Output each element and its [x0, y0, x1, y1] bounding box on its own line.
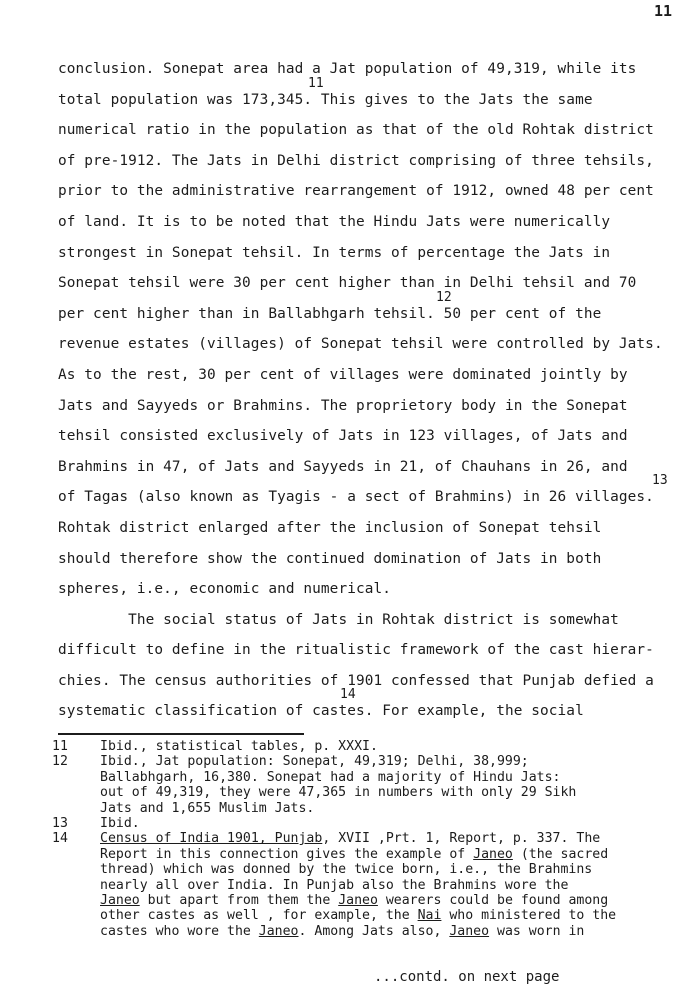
term-janeo: Janeo	[449, 923, 490, 939]
footnote-number: 14	[52, 831, 68, 847]
body-line: 11 total population was 173,345. This gives to the Jats the same	[58, 75, 593, 108]
footnote-number: 11	[52, 739, 68, 754]
footnote-line: Janeo but apart from them the Janeo wearers could be found among	[100, 893, 609, 909]
body-line: spheres, i.e., economic and numerical.	[58, 581, 392, 598]
body-line: 14 systematic classification of castes. For example, the social	[58, 687, 584, 720]
body-line: Jats and Sayyeds or Brahmins. The proprietory body in the Sonepat	[58, 397, 628, 414]
footnote-line: Ibid.	[100, 816, 140, 832]
footnote-line: Ibid., statistical tables, p. XXXI.	[100, 739, 378, 754]
footnote-line: thread) which was donned by the twice born, i.e., the Brahmins	[100, 862, 593, 878]
footnote-ref: 14	[340, 687, 356, 703]
footnote-line: Ballabhgarh, 16,380. Sonepat had a majority of Hindu Jats:	[100, 769, 561, 785]
body-text	[58, 54, 698, 727]
footnote-divider	[58, 733, 304, 735]
footnote-line: other castes as well , for example, the Nai who ministered to the	[100, 908, 617, 924]
footnotes	[52, 739, 698, 939]
footnote	[52, 754, 698, 816]
term-janeo: Janeo	[338, 893, 378, 909]
footnote-ref: 11	[308, 75, 324, 91]
body-line: Sonepat tehsil were 30 per cent higher than in Delhi tehsil and 70	[58, 275, 637, 292]
body-line: should therefore show the continued domination of Jats in both	[58, 550, 602, 567]
footnote-ref: 13	[652, 473, 668, 489]
footnote-line: Ibid., Jat population: Sonepat, 49,319; Delhi, 38,999;	[100, 754, 529, 770]
footnote-line: Report in this connection gives the example of Janeo (the sacred	[100, 846, 609, 862]
census-title: Census of India 1901, Punjab	[100, 831, 323, 847]
body-line: strongest in Sonepat tehsil. In terms of percentage the Jats in	[58, 244, 611, 261]
footnote-line: castes who wore the Janeo. Among Jats also, Janeo was worn in	[100, 923, 585, 939]
footnote-number: 13	[52, 816, 68, 832]
footnote-line: Census of India 1901, Punjab, XVII ,Prt. 1, Report, p. 337. The	[100, 831, 601, 847]
term-nai: Nai	[417, 908, 442, 924]
body-line: 13 of Tagas (also known as Tyagis - a sect of Brahmins) in 26 villages.	[58, 473, 668, 506]
footnote-line: out of 49,319, they were 47,365 in numbers with only 29 Sikh	[100, 785, 577, 801]
term-janeo: Janeo	[473, 846, 513, 862]
body-line: tehsil consisted exclusively of Jats in 123 villages, of Jats and	[58, 428, 628, 445]
term-janeo: Janeo	[258, 923, 299, 939]
page-number: 11	[654, 2, 673, 20]
footnote	[52, 831, 698, 939]
body-line: revenue estates (villages) of Sonepat tehsil were controlled by Jats.	[58, 336, 663, 353]
continuation-note: ...contd. on next page	[374, 969, 560, 985]
body-line: prior to the administrative rearrangement of 1912, owned 48 per cent	[58, 183, 654, 200]
footnote-line: nearly all over India. In Punjab also the Brahmins wore the	[100, 877, 569, 893]
body-line: The social status of Jats in Rohtak district is somewhat	[58, 611, 619, 628]
footnote-number: 12	[52, 754, 68, 770]
body-line: 12 per cent higher than in Ballabhgarh tehsil. 50 per cent of the	[58, 289, 602, 322]
body-line: chies. The census authorities of 1901 confessed that Punjab defied a	[58, 672, 654, 689]
footnote	[52, 739, 698, 754]
body-line: difficult to define in the ritualistic framework of the cast hierar-	[58, 642, 654, 659]
body-line: As to the rest, 30 per cent of villages were dominated jointly by	[58, 366, 628, 383]
body-line: of pre-1912. The Jats in Delhi district comprising of three tehsils,	[58, 152, 654, 169]
body-line: conclusion. Sonepat area had a Jat population of 49,319, while its	[58, 61, 637, 77]
footnote-line: Jats and 1,655 Muslim Jats.	[100, 800, 315, 816]
body-line: numerical ratio in the population as that of the old Rohtak district	[58, 122, 654, 139]
body-line: Rohtak district enlarged after the inclusion of Sonepat tehsil	[58, 519, 602, 536]
body-line: of land. It is to be noted that the Hindu Jats were numerically	[58, 213, 611, 230]
term-janeo: Janeo	[100, 893, 140, 909]
footnote-ref: 12	[436, 289, 452, 305]
body-line: Brahmins in 47, of Jats and Sayyeds in 21, of Chauhans in 26, and	[58, 458, 628, 475]
footnote	[52, 816, 698, 831]
